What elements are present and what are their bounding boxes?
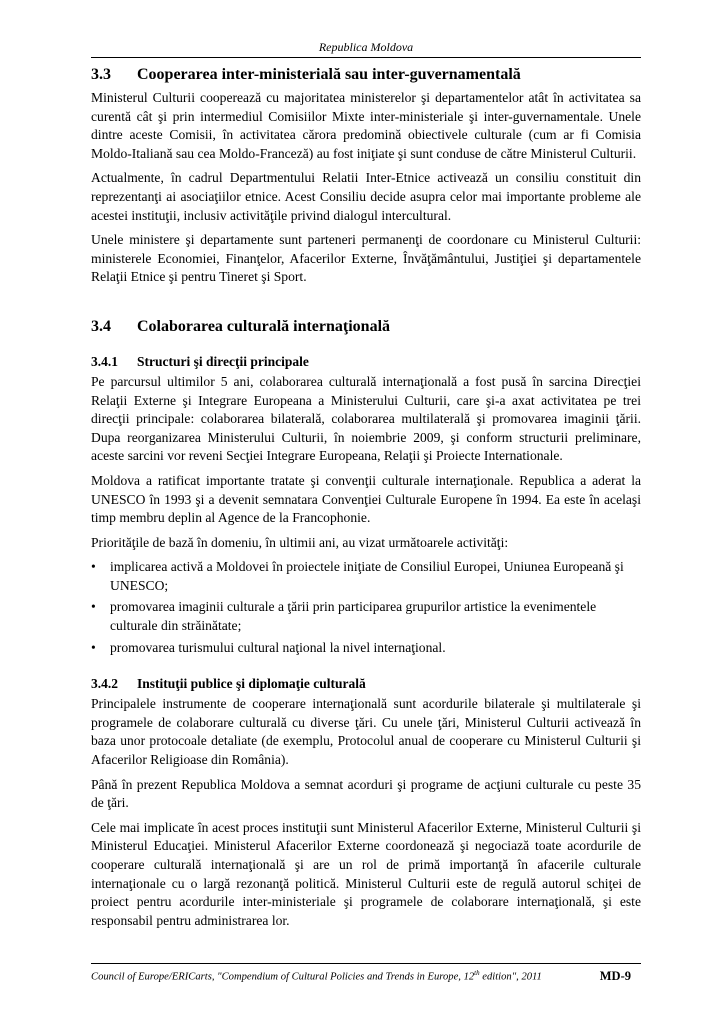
list-item xyxy=(91,639,641,658)
citation-text-end: edition", 2011 xyxy=(479,972,542,983)
footer xyxy=(91,969,641,984)
header-rule xyxy=(91,57,641,58)
heading-3-4-2 xyxy=(91,675,641,693)
bullet-list xyxy=(91,558,641,657)
list-item xyxy=(91,558,641,595)
footer-citation xyxy=(91,969,542,983)
paragraph: Unele ministere şi departamente sunt parteneri permanenţi de coordonare cu Ministerul Culturii: ministerele Economiei, Finanţelor, Afacerilor Externe, Învăţământului, Justiţiei şi departamentele Relaţii Etnice şi pentru Tineret şi Sport. xyxy=(91,232,641,285)
heading-3-4-1 xyxy=(91,353,641,371)
heading-number: 3.3 xyxy=(91,66,111,83)
paragraph: Cele mai implicate în acest proces instituţii sunt Ministerul Afacerilor Externe, Ministerul Culturii şi Ministerul Educaţiei. Ministerul Afacerilor Externe coordonează şi negociază toate acordurile de cooperare culturală internaţională şi are un rol de primă importanţă în afacerile culturale internaţionale cu o largă rezonanţă politică. Ministerul Culturii este de regulă autorul schiţei de proiect pentru acordurile inter-ministeriale şi programele de colaborare internaţională, şi este responsabil pentru administrarea lor. xyxy=(91,819,641,928)
paragraph: Ministerul Culturii cooperează cu majoritatea ministerelor şi departamentelor atât în activitatea sa curentă cât şi prin intermediul Comisiilor Mixte inter-ministeriale şi inter-guvernamentale. Unele dintre aceste Comisii, în activitatea cărora predomină obiectivele culturale (cum ar fi Comisia Moldo-Italiană sau cea Moldo-Franceză) au fost iniţiate şi sunt conduse de către Ministerul Culturii. xyxy=(91,90,641,161)
page-content xyxy=(91,65,641,936)
paragraph: Priorităţile de bază în domeniu, în ultimii ani, au vizat următoarele activităţi: xyxy=(91,534,509,550)
citation-text: Council of Europe/ERICarts, "Compendium of Cultural Policies and Trends in Europe, 12 xyxy=(91,972,475,983)
paragraph: Moldova a ratificat importante tratate şi convenţii culturale internaţionale. Republica a aderat la UNESCO în 1993 şi a devenit semnatara Convenţiei Culturale Europene în 1994. Ea este în acelaşi timp membru deplin al Agence de la Francophonie. xyxy=(91,472,641,526)
page-number: MD-9 xyxy=(599,969,631,983)
paragraph: Până în prezent Republica Moldova a semnat acorduri şi programe de acţiuni culturale cu peste 35 de ţări. xyxy=(91,776,641,811)
paragraph: Principalele instrumente de cooperare internaţională sunt acordurile bilaterale şi multilaterale şi programele de colaborare culturală cu diverse ţări. Cu unele ţări, Ministerul Culturii activează în baza unor protocoale detaliate (de exemplu, Protocolul anual de cooperare cu Ministerul Culturii şi Afacerilor Religioase din România). xyxy=(91,696,641,768)
bullet-icon: • xyxy=(91,639,96,655)
heading-title: Cooperarea inter-ministerială sau inter-guvernamentală xyxy=(137,66,521,83)
paragraph: Actualmente, în cadrul Departmentului Relatii Inter-Etnice activează un consiliu constituit din reprezentanţi ai asociaţiilor etnice. Acest Consiliu decide asupra celor mai importante probleme ale acestei instituţii, inclusiv activităţile privind dialogul intercultural. xyxy=(91,170,641,223)
bullet-icon: • xyxy=(91,559,96,575)
heading-number: 3.4.1 xyxy=(91,353,118,369)
citation-superscript: th xyxy=(474,969,480,978)
footer-rule xyxy=(91,963,641,964)
list-item xyxy=(91,598,641,635)
heading-number: 3.4.2 xyxy=(91,676,118,692)
paragraph: Pe parcursul ultimilor 5 ani, colaborarea culturală internaţională a fost pusă în sarcina Direcţiei Relaţii Externe şi Integrare Europeana a Ministerului Culturii, care şi-a axat activitatea pe trei direcţii principale: colaborarea bilaterală, colaborarea multilaterală şi promovarea imaginii ţării. Dupa reorganizarea Ministerului Culturii, în noiembrie 2009, şi conform structurii preliminare, aceste sarcini vor reveni Secţiei Integrare Europeana, Relaţii şi Proiecte Internationale. xyxy=(91,373,641,464)
bullet-icon: • xyxy=(91,599,96,615)
list-item-text: promovarea imaginii culturale a ţării prin participarea grupurilor artistice la evenimentele culturale din străinătate; xyxy=(110,599,597,634)
heading-title: Structuri şi direcţii principale xyxy=(137,353,309,369)
heading-title: Instituţii publice şi diplomaţie culturală xyxy=(137,676,366,692)
heading-3-3 xyxy=(91,65,641,85)
running-header: Republica Moldova xyxy=(318,40,414,54)
list-item-text: implicarea activă a Moldovei în proiectele iniţiate de Consiliul Europei, Uniunea Europeană şi UNESCO; xyxy=(110,559,624,593)
heading-3-4 xyxy=(91,317,641,337)
list-item-text: promovarea turismului cultural naţional la nivel internaţional. xyxy=(110,639,446,655)
heading-number: 3.4 xyxy=(91,317,111,335)
heading-title: Colaborarea culturală internaţională xyxy=(137,317,391,335)
